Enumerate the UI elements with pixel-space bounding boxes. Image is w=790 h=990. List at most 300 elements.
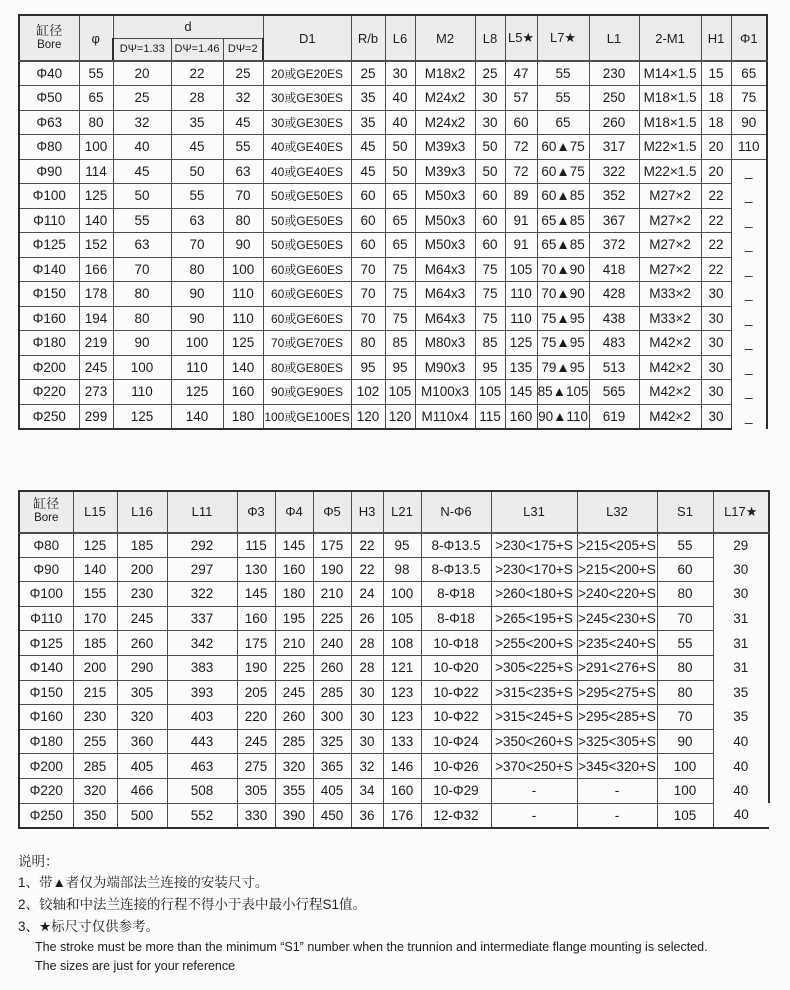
value-cell: 260 [275, 705, 313, 730]
value-cell: 15 [701, 61, 731, 86]
value-cell: 45 [351, 135, 385, 160]
col-header-d: d [113, 15, 263, 38]
value-cell: 428 [589, 282, 639, 307]
value-cell: 40 [385, 86, 415, 111]
value-cell: 98 [383, 557, 421, 582]
table-row [19, 331, 767, 356]
table-row [19, 257, 767, 282]
col-header-l17: L17★ [713, 491, 769, 533]
value-cell: 383 [167, 655, 237, 680]
value-cell: M100x3 [415, 380, 475, 405]
value-cell: >215<200+S [577, 557, 657, 582]
value-cell: 80 [79, 110, 113, 135]
value-cell: 32 [113, 110, 171, 135]
col-header-nphi6: N-Φ6 [421, 491, 491, 533]
value-cell: 297 [167, 557, 237, 582]
bore-cell: Φ140 [19, 655, 73, 680]
value-cell: 60 [475, 208, 505, 233]
value-cell: M42×2 [639, 355, 701, 380]
value-cell: 70或GE70ES [263, 331, 351, 356]
value-cell: 65 [731, 61, 767, 86]
value-cell: 31 [713, 606, 769, 631]
table-row [19, 61, 767, 86]
value-cell: M42×2 [639, 404, 701, 429]
value-cell: 35 [713, 680, 769, 705]
value-cell: 450 [313, 803, 351, 828]
value-cell: 125 [73, 533, 117, 558]
value-cell: M22×1.5 [639, 135, 701, 160]
bore-cell: Φ220 [19, 778, 73, 803]
bore-cell: Φ200 [19, 355, 79, 380]
value-cell: 180 [275, 582, 313, 607]
value-cell: _ [731, 306, 767, 331]
value-cell: 65 [79, 86, 113, 111]
value-cell: 20或GE20ES [263, 61, 351, 86]
value-cell: 105 [657, 803, 713, 828]
value-cell: 438 [589, 306, 639, 331]
value-cell: 40 [713, 778, 769, 803]
value-cell: >291<276+S [577, 655, 657, 680]
value-cell: 90 [113, 331, 171, 356]
value-cell: 120 [351, 404, 385, 429]
value-cell: 100 [113, 355, 171, 380]
col-header-rb: R/b [351, 15, 385, 61]
value-cell: 95 [385, 355, 415, 380]
value-cell: M39x3 [415, 135, 475, 160]
value-cell: 115 [237, 533, 275, 558]
value-cell: - [577, 778, 657, 803]
value-cell: 350 [73, 803, 117, 828]
value-cell: 230 [589, 61, 639, 86]
value-cell: 12-Φ32 [421, 803, 491, 828]
value-cell: 55 [657, 631, 713, 656]
value-cell: >305<225+S [491, 655, 577, 680]
notes-section [18, 851, 790, 977]
value-cell: 285 [275, 729, 313, 754]
value-cell: 403 [167, 705, 237, 730]
col-header-phi3: Φ3 [237, 491, 275, 533]
value-cell: >245<230+S [577, 606, 657, 631]
col-header-l8: L8 [475, 15, 505, 61]
value-cell: 50或GE50ES [263, 184, 351, 209]
value-cell: 35 [351, 110, 385, 135]
value-cell: 120 [385, 404, 415, 429]
value-cell: 90 [171, 306, 223, 331]
col-header-l7: L7★ [537, 15, 589, 61]
value-cell: 55 [537, 86, 589, 111]
value-cell: 30 [351, 680, 383, 705]
bore-cell: Φ150 [19, 282, 79, 307]
bore-cell: Φ180 [19, 729, 73, 754]
col-header-l21: L21 [383, 491, 421, 533]
value-cell: 225 [275, 655, 313, 680]
value-cell: 250 [589, 86, 639, 111]
col-header-phi: φ [79, 15, 113, 61]
col-subheader-d2: DΨ=2 [223, 38, 263, 61]
value-cell: 337 [167, 606, 237, 631]
value-cell: 75 [475, 282, 505, 307]
value-cell: M27×2 [639, 184, 701, 209]
value-cell: M24x2 [415, 86, 475, 111]
bore-cell: Φ80 [19, 533, 73, 558]
value-cell: 32 [223, 86, 263, 111]
value-cell: _ [731, 184, 767, 209]
value-cell: 28 [171, 86, 223, 111]
col-subheader-d133: DΨ=1.33 [113, 38, 171, 61]
value-cell: >255<200+S [491, 631, 577, 656]
value-cell: 90 [731, 110, 767, 135]
value-cell: 10-Φ26 [421, 754, 491, 779]
value-cell: 105 [385, 380, 415, 405]
table-row [19, 631, 769, 656]
value-cell: M33×2 [639, 282, 701, 307]
value-cell: 330 [237, 803, 275, 828]
value-cell: 85▲105 [537, 380, 589, 405]
value-cell: 95 [475, 355, 505, 380]
value-cell: 60或GE60ES [263, 306, 351, 331]
table-row [19, 306, 767, 331]
value-cell: 140 [79, 208, 113, 233]
value-cell: 170 [73, 606, 117, 631]
value-cell: 125 [171, 380, 223, 405]
col-header-bore [19, 15, 79, 61]
value-cell: 30 [701, 380, 731, 405]
value-cell: 100 [657, 778, 713, 803]
value-cell: 100 [171, 331, 223, 356]
value-cell: 365 [313, 754, 351, 779]
value-cell: >315<235+S [491, 680, 577, 705]
value-cell: 320 [275, 754, 313, 779]
table1-header [19, 15, 767, 61]
value-cell: 210 [275, 631, 313, 656]
value-cell: 40 [385, 110, 415, 135]
value-cell: 60 [351, 233, 385, 258]
value-cell: 230 [117, 582, 167, 607]
value-cell: 200 [73, 655, 117, 680]
value-cell: 22 [351, 533, 383, 558]
value-cell: 320 [117, 705, 167, 730]
value-cell: 63 [113, 233, 171, 258]
value-cell: 65▲85 [537, 208, 589, 233]
value-cell: 60 [351, 184, 385, 209]
bore-cell: Φ63 [19, 110, 79, 135]
value-cell: 95 [351, 355, 385, 380]
value-cell: 30 [701, 404, 731, 429]
bore-cell: Φ180 [19, 331, 79, 356]
value-cell: 31 [713, 631, 769, 656]
value-cell: M18×1.5 [639, 110, 701, 135]
value-cell: 45 [223, 110, 263, 135]
value-cell: 50或GE50ES [263, 233, 351, 258]
table-row [19, 404, 767, 429]
value-cell: 70 [223, 184, 263, 209]
value-cell: 65▲85 [537, 233, 589, 258]
value-cell: 24 [351, 582, 383, 607]
value-cell: 220 [237, 705, 275, 730]
value-cell: 55 [223, 135, 263, 160]
value-cell: 100或GE100ES [263, 404, 351, 429]
value-cell: 160 [383, 778, 421, 803]
value-cell: 115 [475, 404, 505, 429]
bore-cell: Φ160 [19, 306, 79, 331]
table-row [19, 135, 767, 160]
table-row [19, 159, 767, 184]
value-cell: 352 [589, 184, 639, 209]
value-cell: 160 [237, 606, 275, 631]
value-cell: 123 [383, 680, 421, 705]
value-cell: 418 [589, 257, 639, 282]
value-cell: 80 [171, 257, 223, 282]
value-cell: 360 [117, 729, 167, 754]
value-cell: 372 [589, 233, 639, 258]
value-cell: 60或GE60ES [263, 282, 351, 307]
value-cell: 75 [475, 257, 505, 282]
value-cell: 175 [237, 631, 275, 656]
value-cell: 367 [589, 208, 639, 233]
value-cell: >265<195+S [491, 606, 577, 631]
value-cell: 10-Φ22 [421, 680, 491, 705]
value-cell: 30 [351, 729, 383, 754]
value-cell: 8-Φ18 [421, 582, 491, 607]
value-cell: 10-Φ22 [421, 705, 491, 730]
value-cell: 30 [475, 110, 505, 135]
bore-cell: Φ110 [19, 208, 79, 233]
value-cell: 230 [73, 705, 117, 730]
value-cell: 55 [657, 533, 713, 558]
value-cell: _ [731, 355, 767, 380]
value-cell: 40 [113, 135, 171, 160]
value-cell: >350<260+S [491, 729, 577, 754]
value-cell: 390 [275, 803, 313, 828]
value-cell: 55 [171, 184, 223, 209]
value-cell: _ [731, 257, 767, 282]
value-cell: 75 [385, 282, 415, 307]
bore-cell: Φ250 [19, 404, 79, 429]
value-cell: 110 [505, 282, 537, 307]
col-header-l16: L16 [117, 491, 167, 533]
value-cell: M64x3 [415, 282, 475, 307]
value-cell: 405 [117, 754, 167, 779]
value-cell: 50 [113, 184, 171, 209]
value-cell: M27×2 [639, 257, 701, 282]
value-cell: 305 [117, 680, 167, 705]
table2-header [19, 491, 769, 533]
value-cell: 50 [475, 135, 505, 160]
value-cell: 75 [385, 257, 415, 282]
value-cell: 125 [113, 404, 171, 429]
value-cell: 219 [79, 331, 113, 356]
table-row [19, 86, 767, 111]
value-cell: 90或GE90ES [263, 380, 351, 405]
value-cell: 100 [383, 582, 421, 607]
value-cell: 65 [385, 208, 415, 233]
table-row [19, 533, 769, 558]
value-cell: 275 [237, 754, 275, 779]
value-cell: 285 [313, 680, 351, 705]
value-cell: M64x3 [415, 306, 475, 331]
value-cell: 55 [79, 61, 113, 86]
value-cell: 50 [171, 159, 223, 184]
value-cell: 80 [657, 582, 713, 607]
value-cell: 65 [385, 184, 415, 209]
value-cell: 28 [351, 655, 383, 680]
value-cell: 290 [117, 655, 167, 680]
value-cell: 8-Φ13.5 [421, 533, 491, 558]
table-row [19, 778, 769, 803]
table-row [19, 680, 769, 705]
value-cell: 36 [351, 803, 383, 828]
value-cell: 225 [313, 606, 351, 631]
value-cell: 100 [657, 754, 713, 779]
bore-cell: Φ200 [19, 754, 73, 779]
value-cell: 100 [223, 257, 263, 282]
value-cell: 121 [383, 655, 421, 680]
col-header-2m1: 2-M1 [639, 15, 701, 61]
col-header-d1: D1 [263, 15, 351, 61]
value-cell: 200 [117, 557, 167, 582]
value-cell: 50 [385, 159, 415, 184]
value-cell: >295<275+S [577, 680, 657, 705]
value-cell: 31 [713, 655, 769, 680]
dimension-table-main [18, 14, 768, 430]
value-cell: M90x3 [415, 355, 475, 380]
value-cell: M18x2 [415, 61, 475, 86]
value-cell: 194 [79, 306, 113, 331]
col-header-l1: L1 [589, 15, 639, 61]
value-cell: 185 [73, 631, 117, 656]
value-cell: 135 [505, 355, 537, 380]
dimension-table-mounting [18, 490, 770, 829]
bore-cell: Φ160 [19, 705, 73, 730]
value-cell: 75▲95 [537, 331, 589, 356]
table2-body [19, 533, 769, 828]
value-cell: >370<250+S [491, 754, 577, 779]
value-cell: 130 [237, 557, 275, 582]
col-header-l15: L15 [73, 491, 117, 533]
value-cell: 160 [505, 404, 537, 429]
value-cell: 45 [113, 159, 171, 184]
value-cell: 10-Φ20 [421, 655, 491, 680]
value-cell: 80 [113, 282, 171, 307]
value-cell: 215 [73, 680, 117, 705]
value-cell: 65 [537, 110, 589, 135]
table-row [19, 557, 769, 582]
value-cell: 108 [383, 631, 421, 656]
value-cell: >230<175+S [491, 533, 577, 558]
value-cell: 30或GE30ES [263, 86, 351, 111]
value-cell: M80x3 [415, 331, 475, 356]
table-row [19, 729, 769, 754]
table1-body [19, 61, 767, 429]
value-cell: 10-Φ29 [421, 778, 491, 803]
value-cell: 255 [73, 729, 117, 754]
value-cell: 30 [713, 582, 769, 607]
table-row [19, 110, 767, 135]
value-cell: M27×2 [639, 233, 701, 258]
value-cell: 30或GE30ES [263, 110, 351, 135]
bore-cell: Φ125 [19, 631, 73, 656]
value-cell: 40 [713, 729, 769, 754]
value-cell: 79▲95 [537, 355, 589, 380]
value-cell: 105 [383, 606, 421, 631]
value-cell: 85 [385, 331, 415, 356]
value-cell: 75 [475, 306, 505, 331]
value-cell: 146 [383, 754, 421, 779]
value-cell: 40 [713, 754, 769, 779]
value-cell: M42×2 [639, 331, 701, 356]
value-cell: 70 [657, 606, 713, 631]
value-cell: 35 [713, 705, 769, 730]
value-cell: 102 [351, 380, 385, 405]
value-cell: M14×1.5 [639, 61, 701, 86]
value-cell: - [491, 803, 577, 828]
value-cell: 190 [237, 655, 275, 680]
value-cell: 178 [79, 282, 113, 307]
value-cell: 30 [701, 355, 731, 380]
value-cell: 20 [701, 135, 731, 160]
value-cell: 508 [167, 778, 237, 803]
value-cell: 75 [731, 86, 767, 111]
note-item-2: 2、铰轴和中法兰连接的行程不得小于表中最小行程S1值。 [18, 897, 367, 913]
value-cell: 75▲95 [537, 306, 589, 331]
value-cell: 35 [171, 110, 223, 135]
value-cell: 72 [505, 135, 537, 160]
value-cell: M24x2 [415, 110, 475, 135]
value-cell: 292 [167, 533, 237, 558]
table-row [19, 355, 767, 380]
value-cell: 28 [351, 631, 383, 656]
value-cell: _ [731, 233, 767, 258]
table-row [19, 233, 767, 258]
value-cell: 125 [79, 184, 113, 209]
bore-cell: Φ150 [19, 680, 73, 705]
value-cell: 322 [589, 159, 639, 184]
value-cell: 180 [223, 404, 263, 429]
value-cell: 22 [701, 208, 731, 233]
note-english-1: The stroke must be more than the minimum “S1” number when the trunnion and intermediate flange mounting is selected. [35, 940, 708, 955]
value-cell: _ [731, 404, 767, 429]
col-header-phi5: Φ5 [313, 491, 351, 533]
value-cell: 317 [589, 135, 639, 160]
value-cell: 342 [167, 631, 237, 656]
bore-cell: Φ125 [19, 233, 79, 258]
value-cell: 8-Φ18 [421, 606, 491, 631]
value-cell: 114 [79, 159, 113, 184]
value-cell: 25 [113, 86, 171, 111]
value-cell: 125 [505, 331, 537, 356]
value-cell: 105 [475, 380, 505, 405]
value-cell: 463 [167, 754, 237, 779]
value-cell: 70 [657, 705, 713, 730]
bore-cell: Φ50 [19, 86, 79, 111]
value-cell: 10-Φ24 [421, 729, 491, 754]
value-cell: 40或GE40ES [263, 135, 351, 160]
table-row [19, 380, 767, 405]
col-header-phi1: Φ1 [731, 15, 767, 61]
value-cell: 22 [701, 257, 731, 282]
value-cell: 145 [237, 582, 275, 607]
value-cell: 195 [275, 606, 313, 631]
bore-label-cn: 缸径 [36, 22, 63, 38]
value-cell: 30 [713, 557, 769, 582]
value-cell: 72 [505, 159, 537, 184]
value-cell: >325<305+S [577, 729, 657, 754]
value-cell: 299 [79, 404, 113, 429]
value-cell: 35 [351, 86, 385, 111]
value-cell: 70▲90 [537, 282, 589, 307]
value-cell: 80 [223, 208, 263, 233]
value-cell: >345<320+S [577, 754, 657, 779]
